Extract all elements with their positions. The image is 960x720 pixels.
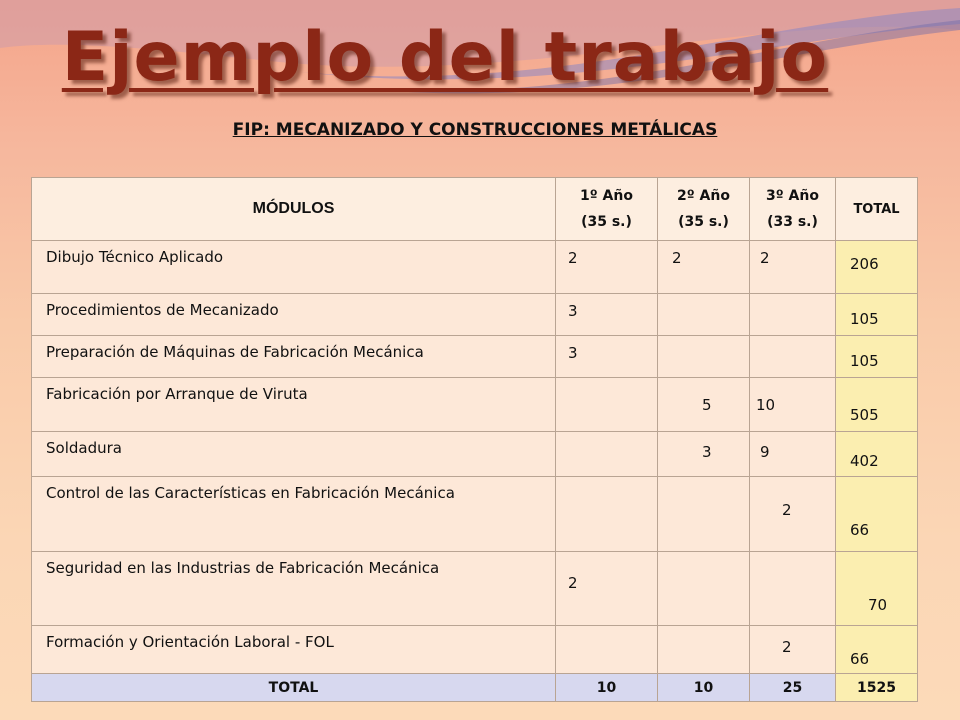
column-header-total: TOTAL (836, 178, 918, 241)
footer-year3: 25 (750, 674, 836, 702)
year1-value: 3 (568, 302, 578, 320)
total-cell (836, 378, 918, 432)
year2-value: 3 (702, 443, 712, 461)
total-cell (836, 477, 918, 552)
table-row (32, 336, 918, 378)
footer-year1: 10 (556, 674, 658, 702)
table-footer-row (32, 674, 918, 702)
year1-value: 2 (568, 249, 578, 267)
year2-cell (658, 294, 750, 336)
year2-value: 5 (702, 396, 712, 414)
column-header-modules: MÓDULOS (32, 178, 556, 241)
year2-label: 2º Año (677, 188, 730, 204)
module-cell: Soldadura (32, 432, 556, 477)
year2-cell (658, 626, 750, 674)
footer-total: 1525 (836, 674, 918, 702)
table-row (32, 552, 918, 626)
column-header-year2 (658, 178, 750, 241)
year2-cell (658, 241, 750, 294)
module-cell: Dibujo Técnico Aplicado (32, 241, 556, 294)
module-cell: Control de las Características en Fabricación Mecánica (32, 477, 556, 552)
year3-value: 2 (782, 638, 792, 656)
footer-year2: 10 (658, 674, 750, 702)
table-row (32, 294, 918, 336)
total-value: 402 (850, 452, 879, 470)
year1-cell (556, 432, 658, 477)
total-cell (836, 241, 918, 294)
year2-cell (658, 336, 750, 378)
total-value: 70 (868, 596, 888, 614)
year1-cell (556, 378, 658, 432)
total-value: 105 (850, 310, 879, 328)
year1-cell (556, 552, 658, 626)
year1-cell (556, 336, 658, 378)
module-cell: Preparación de Máquinas de Fabricación Mecánica (32, 336, 556, 378)
total-value: 206 (850, 255, 879, 273)
year3-value: 2 (760, 249, 770, 267)
year1-cell (556, 241, 658, 294)
year1-value: 3 (568, 344, 578, 362)
year3-sessions: (33 s.) (767, 214, 818, 230)
column-header-year3 (750, 178, 836, 241)
year3-value: 2 (782, 501, 792, 519)
table-row (32, 432, 918, 477)
total-cell (836, 552, 918, 626)
module-cell: Seguridad en las Industrias de Fabricación Mecánica (32, 552, 556, 626)
year3-cell (750, 626, 836, 674)
module-cell: Fabricación por Arranque de Viruta (32, 378, 556, 432)
year2-cell (658, 477, 750, 552)
year3-cell (750, 378, 836, 432)
page-subtitle: FIP: MECANIZADO Y CONSTRUCCIONES METÁLICAS (232, 120, 718, 140)
year3-label: 3º Año (766, 188, 819, 204)
year3-cell (750, 241, 836, 294)
total-cell (836, 626, 918, 674)
year1-cell (556, 626, 658, 674)
year3-cell (750, 336, 836, 378)
total-value: 66 (850, 650, 870, 668)
footer-label: TOTAL (32, 674, 556, 702)
total-cell (836, 432, 918, 477)
modules-table (31, 177, 918, 702)
total-cell (836, 294, 918, 336)
year1-cell (556, 294, 658, 336)
year3-value: 9 (760, 443, 770, 461)
year2-cell (658, 378, 750, 432)
table-row (32, 477, 918, 552)
module-cell: Procedimientos de Mecanizado (32, 294, 556, 336)
module-cell: Formación y Orientación Laboral - FOL (32, 626, 556, 674)
page-title: Ejemplo del trabajo (61, 18, 829, 97)
total-value: 105 (850, 352, 879, 370)
year3-cell (750, 477, 836, 552)
year1-value: 2 (568, 574, 578, 592)
year1-sessions: (35 s.) (581, 214, 632, 230)
year3-cell (750, 432, 836, 477)
year1-cell (556, 477, 658, 552)
year2-cell (658, 552, 750, 626)
year2-value: 2 (672, 249, 682, 267)
table-row (32, 241, 918, 294)
total-value: 66 (850, 521, 870, 539)
column-header-year1 (556, 178, 658, 241)
year2-cell (658, 432, 750, 477)
year2-sessions: (35 s.) (678, 214, 729, 230)
table-row (32, 378, 918, 432)
total-value: 505 (850, 406, 879, 424)
table-row (32, 626, 918, 674)
year1-label: 1º Año (580, 188, 633, 204)
year3-value: 10 (756, 396, 776, 414)
table-header-row (32, 178, 918, 241)
year3-cell (750, 552, 836, 626)
year3-cell (750, 294, 836, 336)
total-cell (836, 336, 918, 378)
